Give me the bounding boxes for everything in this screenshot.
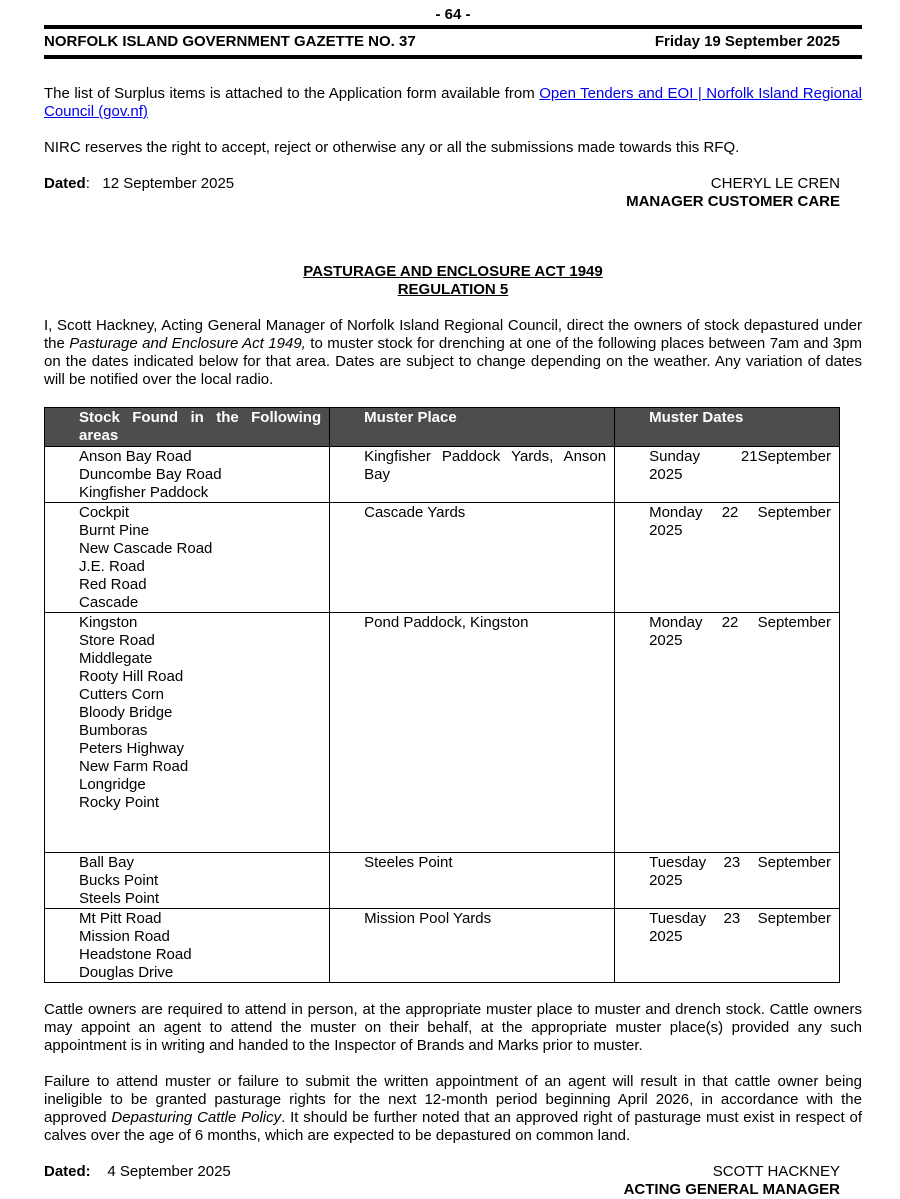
area-item: New Cascade Road (79, 540, 213, 557)
signatory-name: SCOTT HACKNEY (712, 1163, 840, 1180)
header-areas: Stock Found in the Following areas (45, 408, 330, 447)
area-item: Middlegate (79, 650, 153, 667)
dated-label: Dated (44, 175, 86, 192)
signatory-name: CHERYL LE CREN (710, 175, 840, 192)
area-item: Cascade (79, 594, 139, 611)
muster-intro-paragraph (44, 317, 862, 389)
muster-place-cell: Steeles Point (330, 853, 615, 909)
area-item: Rocky Point (79, 794, 160, 811)
table-row (45, 447, 840, 503)
table-row (45, 909, 840, 983)
nirc-rights-paragraph: NIRC reserves the right to accept, reject or otherwise any or all the submissions made towards this RFQ. (44, 139, 740, 156)
muster-place-cell: Cascade Yards (330, 503, 615, 613)
areas-cell (45, 909, 330, 983)
area-item: New Farm Road (79, 758, 189, 775)
area-item: Mission Road (79, 928, 170, 945)
area-item: Headstone Road (79, 946, 192, 963)
header-rule-bottom (44, 55, 862, 59)
table-row (45, 613, 840, 853)
muster-date-cell: Sunday 21September 2025 (615, 447, 840, 503)
notice2-dated (44, 1163, 231, 1199)
policy-italic: Depasturing Cattle Policy (111, 1109, 282, 1126)
dated-label: Dated: (44, 1163, 91, 1180)
area-item: Anson Bay Road (79, 448, 192, 465)
surplus-text: The list of Surplus items is attached to the Application form available from (44, 85, 540, 102)
act-name-italic: Pasturage and Enclosure Act 1949, (69, 335, 306, 352)
area-item: Kingfisher Paddock (79, 484, 209, 501)
area-item: Duncombe Bay Road (79, 466, 222, 483)
tenders-link[interactable]: Open Tenders and EOI | Norfolk Island Regional Council (gov.nf) (44, 85, 862, 120)
muster-date-cell: Monday 22 September 2025 (615, 613, 840, 853)
gazette-page (44, 0, 862, 1199)
areas-cell (45, 447, 330, 503)
notice2-signatory (624, 1163, 862, 1199)
gazette-title: NORFOLK ISLAND GOVERNMENT GAZETTE NO. 37 (44, 33, 416, 50)
dated-value: 4 September 2025 (107, 1163, 231, 1180)
regulation-heading: REGULATION 5 (397, 281, 509, 298)
failure-text-1: Failure to attend muster or failure to submit the written appointment of an agent will result in that cattle owner being ineligible to be granted pasturage rights for the next 12-month period beginning April 2026, in accordance with the approved (44, 1073, 862, 1126)
muster-place-cell: Mission Pool Yards (330, 909, 615, 983)
area-item: Bumboras (79, 722, 148, 739)
signatory-title: ACTING GENERAL MANAGER (623, 1181, 840, 1198)
gazette-date: Friday 19 September 2025 (654, 33, 840, 50)
area-item: Red Road (79, 576, 147, 593)
area-item: Steels Point (79, 890, 160, 907)
table-row (45, 853, 840, 909)
muster-place-cell: Kingfisher Paddock Yards, Anson Bay (330, 447, 615, 503)
table-body (45, 447, 840, 983)
area-item: Bloody Bridge (79, 704, 173, 721)
cattle-owners-paragraph: Cattle owners are required to attend in person, at the appropriate muster place to muster and drench stock. Cattle owners may appoint an agent to attend the muster on their behalf, at the appropriate muster place(s) provided any such appointment is in writing and handed to the Inspector of Brands and Marks prior to muster. (44, 1001, 862, 1054)
muster-date-cell: Monday 22 September 2025 (615, 503, 840, 613)
area-item: Peters Highway (79, 740, 185, 757)
gazette-header (44, 29, 862, 55)
table-header-row (45, 408, 840, 447)
area-item: Cockpit (79, 504, 130, 521)
area-item: Bucks Point (79, 872, 159, 889)
areas-cell (45, 503, 330, 613)
notice-pasturage (44, 263, 862, 1199)
table-row (45, 503, 840, 613)
signatory-title: MANAGER CUSTOMER CARE (626, 193, 840, 210)
area-item: Ball Bay (79, 854, 135, 871)
area-item: Rooty Hill Road (79, 668, 184, 685)
areas-cell (45, 853, 330, 909)
page-number: - 64 - (435, 6, 471, 23)
area-item: Burnt Pine (79, 522, 150, 539)
act-heading: PASTURAGE AND ENCLOSURE ACT 1949 (303, 263, 603, 280)
intro-text-1: I, Scott Hackney, Acting General Manager of Norfolk Island Regional Council, direct the owners of stock depastured under the (44, 317, 862, 352)
muster-date-cell: Tuesday 23 September 2025 (615, 909, 840, 983)
failure-text-2: . It should be further noted that an approved right of pasturage must exist in respect of calves over the age of 6 months, which are expected to be depastured on common land. (44, 1109, 863, 1144)
dated-value: 12 September 2025 (102, 175, 235, 192)
notice-surplus (44, 85, 862, 211)
header-muster-place: Muster Place (330, 408, 615, 447)
area-item: Store Road (79, 632, 155, 649)
area-item: Kingston (79, 614, 138, 631)
notice1-dated (44, 175, 234, 211)
muster-date-cell: Tuesday 23 September 2025 (615, 853, 840, 909)
area-item: Douglas Drive (79, 964, 174, 981)
notice1-signatory (626, 175, 862, 211)
areas-cell (45, 613, 330, 853)
header-muster-dates: Muster Dates (615, 408, 840, 447)
intro-text-2: to muster stock for drenching at one of the following places between 7am and 3pm on the dates indicated below for that area. Dates are subject to change depending on the weather. Any variation of dates will be notified over the local radio. (44, 335, 862, 388)
dated-colon: : (85, 175, 90, 192)
surplus-paragraph (44, 85, 862, 121)
notice2-dated-row (44, 1163, 862, 1199)
failure-paragraph (44, 1073, 862, 1145)
area-item: Longridge (79, 776, 146, 793)
muster-place-cell: Pond Paddock, Kingston (330, 613, 615, 853)
area-item: Cutters Corn (79, 686, 165, 703)
area-item: J.E. Road (79, 558, 145, 575)
area-item: Mt Pitt Road (79, 910, 162, 927)
muster-table (44, 407, 840, 983)
notice1-dated-row (44, 175, 862, 211)
